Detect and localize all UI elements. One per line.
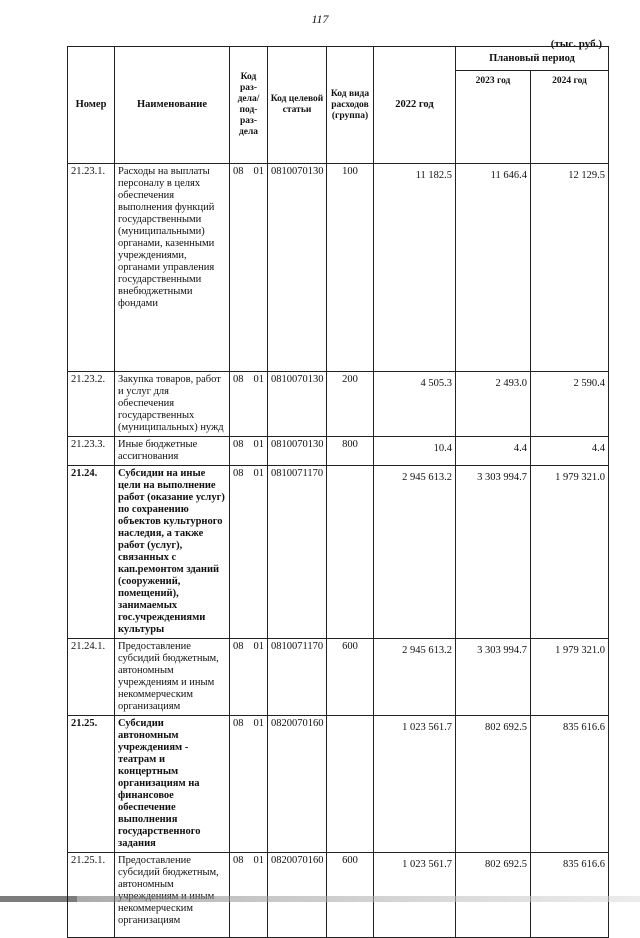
row-name: Субсидии автономным учреждениям - театрам и концертным организациям на финансовое обеспечение выполнения государственного задания — [115, 716, 230, 853]
row-section-code: 08 — [233, 468, 244, 479]
row-section — [230, 437, 268, 466]
row-2023: 11 646.4 — [456, 164, 531, 372]
row-section-code: 08 — [233, 439, 244, 450]
row-number: 21.24. — [68, 466, 115, 639]
row-2022: 2 945 613.2 — [374, 466, 456, 639]
row-number: 21.23.1. — [68, 164, 115, 372]
row-subsection-code: 01 — [253, 166, 264, 177]
row-section — [230, 372, 268, 437]
row-section-code: 08 — [233, 641, 244, 652]
row-subsection-code: 01 — [253, 641, 264, 652]
row-2023: 802 692.5 — [456, 716, 531, 853]
row-expense-type: 800 — [327, 437, 374, 466]
row-number: 21.25.1. — [68, 853, 115, 938]
row-subsection-code: 01 — [253, 718, 264, 729]
row-target: 0820070160 — [268, 853, 327, 938]
row-expense-type — [327, 466, 374, 639]
row-expense-type: 100 — [327, 164, 374, 372]
row-2023: 4.4 — [456, 437, 531, 466]
row-number: 21.23.3. — [68, 437, 115, 466]
row-subsection-code: 01 — [253, 855, 264, 866]
row-expense-type: 600 — [327, 853, 374, 938]
row-section — [230, 639, 268, 716]
row-expense-type: 200 — [327, 372, 374, 437]
budget-table — [67, 46, 609, 938]
row-2024: 2 590.4 — [531, 372, 609, 437]
row-2023: 2 493.0 — [456, 372, 531, 437]
row-2022: 11 182.5 — [374, 164, 456, 372]
row-2023: 3 303 994.7 — [456, 466, 531, 639]
row-number: 21.25. — [68, 716, 115, 853]
units-label: (тыс. руб.) — [550, 38, 602, 50]
row-section-code: 08 — [233, 718, 244, 729]
row-target: 0810071170 — [268, 466, 327, 639]
header-2023: 2023 год — [456, 71, 531, 164]
header-planned: Плановый период — [456, 47, 609, 71]
row-number: 21.23.2. — [68, 372, 115, 437]
row-section-code: 08 — [233, 855, 244, 866]
row-subsection-code: 01 — [253, 468, 264, 479]
row-name: Расходы на выплаты персоналу в целях обеспечения выполнения функций государственными (муниципальными) органами, казенными учреждениями, органами управления государственными внебюджетными фондами — [115, 164, 230, 372]
row-expense-type: 600 — [327, 639, 374, 716]
table-row — [68, 466, 609, 639]
row-target: 0810070130 — [268, 372, 327, 437]
row-target: 0810071170 — [268, 639, 327, 716]
page-number: 117 — [311, 12, 329, 26]
row-name: Закупка товаров, работ и услуг для обеспечения государственных (муниципальных) нужд — [115, 372, 230, 437]
row-2022: 4 505.3 — [374, 372, 456, 437]
row-number: 21.24.1. — [68, 639, 115, 716]
row-2024: 4.4 — [531, 437, 609, 466]
row-name: Предоставление субсидий бюджетным, автономным учреждениям и иным некоммерческим организациям — [115, 639, 230, 716]
row-2022: 1 023 561.7 — [374, 716, 456, 853]
row-expense-type — [327, 716, 374, 853]
header-2022: 2022 год — [374, 47, 456, 164]
row-name: Субсидии на иные цели на выполнение работ (оказание услуг) по сохранению объектов культурного наследия, а также работ (услуг), связанных с кап.ремонтом зданий (сооружений, помещений), занимаемых гос.учреждениями культуры — [115, 466, 230, 639]
row-name: Предоставление субсидий бюджетным, автономным некоммерческим организациям — [115, 853, 230, 938]
row-subsection-code: 01 — [253, 374, 264, 385]
header-2024: 2024 год — [531, 71, 609, 164]
row-section — [230, 853, 268, 938]
row-section-code: 08 — [233, 166, 244, 177]
row-section — [230, 466, 268, 639]
row-2024: 1 979 321.0 — [531, 639, 609, 716]
table-row — [68, 716, 609, 853]
table-row — [68, 372, 609, 437]
row-name: Иные бюджетные ассигнования — [115, 437, 230, 466]
row-2024: 835 616.6 — [531, 853, 609, 938]
row-2023: 3 303 994.7 — [456, 639, 531, 716]
table-row — [68, 853, 609, 938]
row-2024: 835 616.6 — [531, 716, 609, 853]
row-section-code: 08 — [233, 374, 244, 385]
row-target: 0810070130 — [268, 437, 327, 466]
row-2023: 802 692.5 — [456, 853, 531, 938]
table-row — [68, 639, 609, 716]
row-section — [230, 716, 268, 853]
row-2022: 2 945 613.2 — [374, 639, 456, 716]
header-expense-type: Код вида расходов (группа) — [327, 47, 374, 164]
row-2022: 1 023 561.7 — [374, 853, 456, 938]
row-section — [230, 164, 268, 372]
header-name: Наименование — [115, 47, 230, 164]
table-row — [68, 164, 609, 372]
row-2024: 1 979 321.0 — [531, 466, 609, 639]
header-section: Код раз- дела/ под- раз- дела — [230, 47, 268, 164]
row-target: 0810070130 — [268, 164, 327, 372]
row-2022: 10.4 — [374, 437, 456, 466]
row-2024: 12 129.5 — [531, 164, 609, 372]
header-num: Номер — [68, 47, 115, 164]
scan-edge — [0, 896, 640, 902]
header-target: Код целевой статьи — [268, 47, 327, 164]
row-subsection-code: 01 — [253, 439, 264, 450]
row-target: 0820070160 — [268, 716, 327, 853]
table-row — [68, 437, 609, 466]
